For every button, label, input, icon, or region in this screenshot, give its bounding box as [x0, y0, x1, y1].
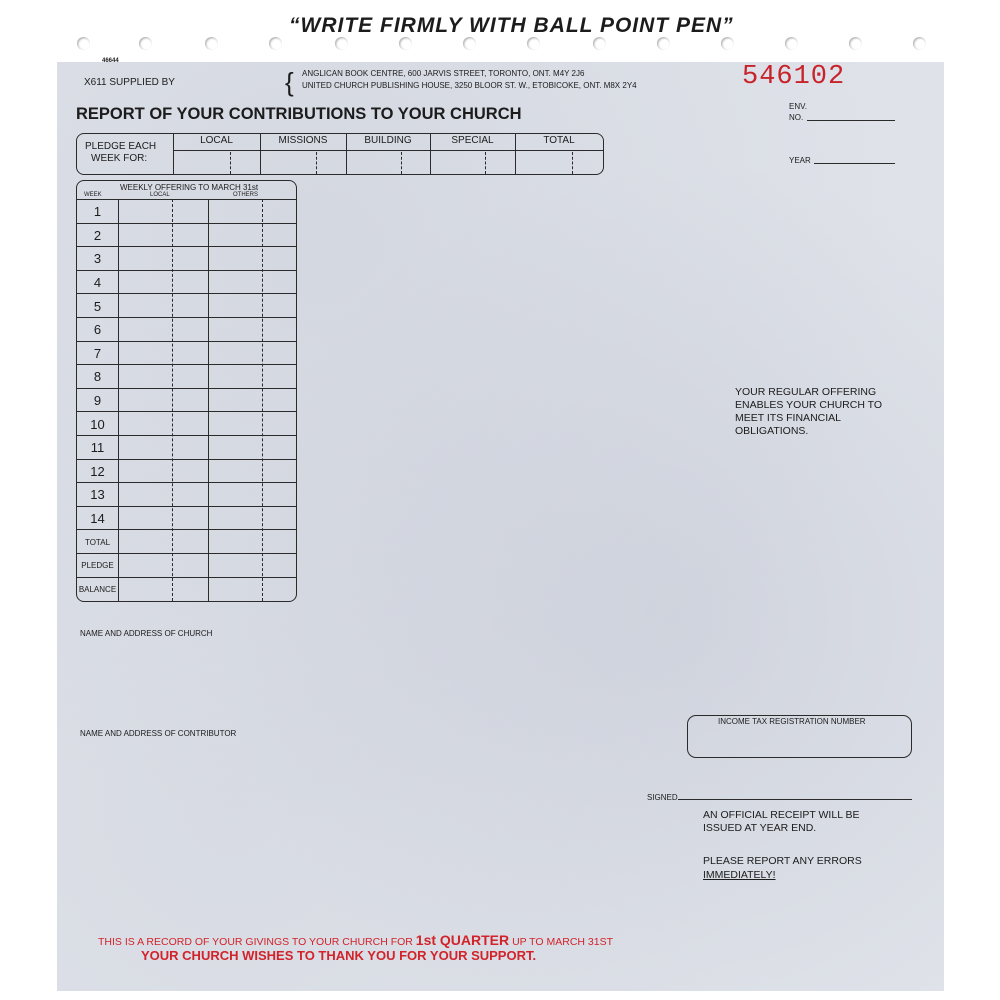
week-number: 7: [93, 345, 102, 361]
week-number: 11: [90, 440, 105, 456]
others-amount-cell[interactable]: [209, 342, 295, 366]
weekly-row: [77, 388, 296, 413]
col-local: LOCAL: [150, 192, 170, 198]
others-amount-cell[interactable]: [209, 460, 295, 484]
offering-message-2: ENABLES YOUR CHURCH TO: [735, 399, 883, 411]
week-number: 8: [93, 369, 102, 385]
pledge-cell-building[interactable]: [346, 150, 430, 172]
week-number: 12: [90, 463, 105, 479]
weekly-row: [77, 529, 296, 554]
pledge-col-building: BUILDING: [364, 135, 412, 146]
local-amount-cell[interactable]: [119, 200, 207, 224]
pledge-col-local: LOCAL: [200, 135, 233, 146]
local-amount-cell[interactable]: [119, 507, 207, 531]
local-amount-cell[interactable]: [119, 436, 207, 460]
pledge-table: [76, 133, 604, 175]
perforation-hole: [399, 37, 412, 50]
week-number: 4: [93, 275, 102, 291]
perforation-hole: [139, 37, 152, 50]
others-amount-cell[interactable]: [209, 318, 295, 342]
pledge-cell-total[interactable]: [515, 150, 603, 172]
weekly-row: [77, 246, 296, 271]
footer-line-1: [98, 932, 613, 948]
local-amount-cell[interactable]: [119, 554, 207, 578]
pledge-label-line2: WEEK FOR:: [91, 153, 148, 164]
weekly-row: [77, 577, 296, 602]
others-amount-cell[interactable]: [209, 483, 295, 507]
form-code: 46644: [102, 58, 119, 64]
pledge-col-total: TOTAL: [543, 135, 575, 146]
week-number: 14: [90, 511, 105, 527]
others-amount-cell[interactable]: [209, 530, 295, 554]
local-amount-cell[interactable]: [119, 460, 207, 484]
footer-quarter: 1st QUARTER: [415, 932, 510, 948]
signed-label: SIGNED: [647, 793, 678, 802]
others-amount-cell[interactable]: [209, 389, 295, 413]
week-number: 10: [90, 416, 105, 432]
offering-message-1: YOUR REGULAR OFFERING: [735, 386, 877, 398]
week-number: 5: [93, 298, 102, 314]
signature-field[interactable]: [678, 789, 912, 800]
perforation-hole: [593, 37, 606, 50]
receipt-line-1: AN OFFICIAL RECEIPT WILL BE: [703, 809, 860, 821]
offering-message-3: MEET ITS FINANCIAL: [735, 412, 841, 424]
weekly-offering-table: [76, 180, 297, 602]
local-amount-cell[interactable]: [119, 483, 207, 507]
weekly-row: [77, 459, 296, 484]
others-amount-cell[interactable]: [209, 365, 295, 389]
local-amount-cell[interactable]: [119, 389, 207, 413]
supplier-line-1: ANGLICAN BOOK CENTRE, 600 JARVIS STREET, TORONTO, ONT. M4Y 2J6: [302, 69, 585, 78]
local-amount-cell[interactable]: [119, 342, 207, 366]
weekly-row: [77, 317, 296, 342]
tax-registration-box[interactable]: [687, 715, 912, 758]
week-number: PLEDGE: [81, 561, 114, 571]
pledge-cell-local[interactable]: [173, 150, 260, 172]
week-number: 9: [93, 393, 102, 409]
perforation-hole: [721, 37, 734, 50]
weekly-row: [77, 411, 296, 436]
contributor-label: NAME AND ADDRESS OF CONTRIBUTOR: [80, 729, 237, 738]
weekly-row: [77, 293, 296, 318]
weekly-row: [77, 341, 296, 366]
local-amount-cell[interactable]: [119, 530, 207, 554]
pen-instruction: “WRITE FIRMLY WITH BALL POINT PEN”: [289, 14, 734, 37]
product-code: X611 SUPPLIED BY: [84, 77, 175, 88]
week-number: TOTAL: [84, 537, 111, 547]
weekly-title: WEEKLY OFFERING TO MARCH 31st: [120, 183, 259, 192]
local-amount-cell[interactable]: [119, 412, 207, 436]
perforation-hole: [205, 37, 218, 50]
local-amount-cell[interactable]: [119, 318, 207, 342]
errors-line-2: IMMEDIATELY!: [703, 869, 776, 881]
form-title: REPORT OF YOUR CONTRIBUTIONS TO YOUR CHURCH: [76, 105, 522, 123]
week-number: 13: [90, 487, 105, 503]
local-amount-cell[interactable]: [119, 271, 207, 295]
others-amount-cell[interactable]: [209, 554, 295, 578]
others-amount-cell[interactable]: [209, 247, 295, 271]
pledge-label-line1: PLEDGE EACH: [85, 141, 157, 152]
tax-registration-label: INCOME TAX REGISTRATION NUMBER: [718, 717, 866, 726]
weekly-row: [77, 553, 296, 578]
local-amount-cell[interactable]: [119, 294, 207, 318]
week-number: 3: [93, 251, 102, 267]
env-number-field[interactable]: [807, 108, 895, 121]
others-amount-cell[interactable]: [209, 436, 295, 460]
env-no-label: NO.: [789, 113, 804, 122]
offering-message-4: OBLIGATIONS.: [735, 425, 809, 437]
pledge-header-divider: [173, 134, 603, 151]
pledge-col-special: SPECIAL: [451, 135, 494, 146]
footer-line1-post: UP TO MARCH 31ST: [512, 936, 614, 948]
perforation-hole: [335, 37, 348, 50]
receipt-line-2: ISSUED AT YEAR END.: [703, 822, 817, 834]
footer-line-2: YOUR CHURCH WISHES TO THANK YOU FOR YOUR SUPPORT.: [141, 948, 537, 963]
perforation-hole: [463, 37, 476, 50]
perforation-hole: [77, 37, 90, 50]
serial-number: 546102: [742, 62, 846, 92]
others-amount-cell[interactable]: [209, 200, 295, 224]
brace-symbol: {: [285, 67, 294, 97]
local-amount-cell[interactable]: [119, 365, 207, 389]
weekly-row: [77, 199, 296, 224]
weekly-row: [77, 270, 296, 295]
year-label: YEAR: [789, 156, 811, 165]
week-number: BALANCE: [78, 584, 117, 594]
envelope-form: [57, 0, 944, 991]
local-amount-cell[interactable]: [119, 224, 207, 248]
errors-line-1: PLEASE REPORT ANY ERRORS: [703, 855, 862, 867]
others-amount-cell[interactable]: [209, 271, 295, 295]
perforation-hole: [269, 37, 282, 50]
local-amount-cell[interactable]: [119, 247, 207, 271]
others-amount-cell[interactable]: [209, 507, 295, 531]
church-label: NAME AND ADDRESS OF CHURCH: [80, 629, 213, 638]
pledge-cell-special[interactable]: [430, 150, 515, 172]
weekly-row: [77, 223, 296, 248]
week-number: 1: [93, 204, 102, 220]
weekly-row: [77, 435, 296, 460]
pledge-cell-missions[interactable]: [260, 150, 346, 172]
footer-line1-pre: THIS IS A RECORD OF YOUR GIVINGS TO YOUR CHURCH FOR: [98, 936, 413, 948]
col-others: OTHERS: [233, 192, 259, 198]
env-label: ENV.: [789, 102, 807, 111]
perforation-hole: [527, 37, 540, 50]
others-amount-cell[interactable]: [209, 294, 295, 318]
pledge-col-missions: MISSIONS: [278, 135, 328, 146]
weekly-row: [77, 364, 296, 389]
local-amount-cell[interactable]: [119, 578, 207, 602]
supplier-line-2: UNITED CHURCH PUBLISHING HOUSE, 3250 BLOOR ST. W., ETOBICOKE, ONT. M8X 2Y4: [302, 81, 637, 90]
week-number: 6: [93, 322, 102, 338]
perforation-hole: [785, 37, 798, 50]
perforation-hole: [913, 37, 926, 50]
others-amount-cell[interactable]: [209, 578, 295, 602]
weekly-row: [77, 506, 296, 531]
perforation-hole: [849, 37, 862, 50]
others-amount-cell[interactable]: [209, 412, 295, 436]
week-number: 2: [93, 227, 102, 243]
year-field[interactable]: [814, 151, 895, 164]
others-amount-cell[interactable]: [209, 224, 295, 248]
weekly-row: [77, 482, 296, 507]
perforation-hole: [657, 37, 670, 50]
col-week: WEEK: [84, 192, 102, 198]
